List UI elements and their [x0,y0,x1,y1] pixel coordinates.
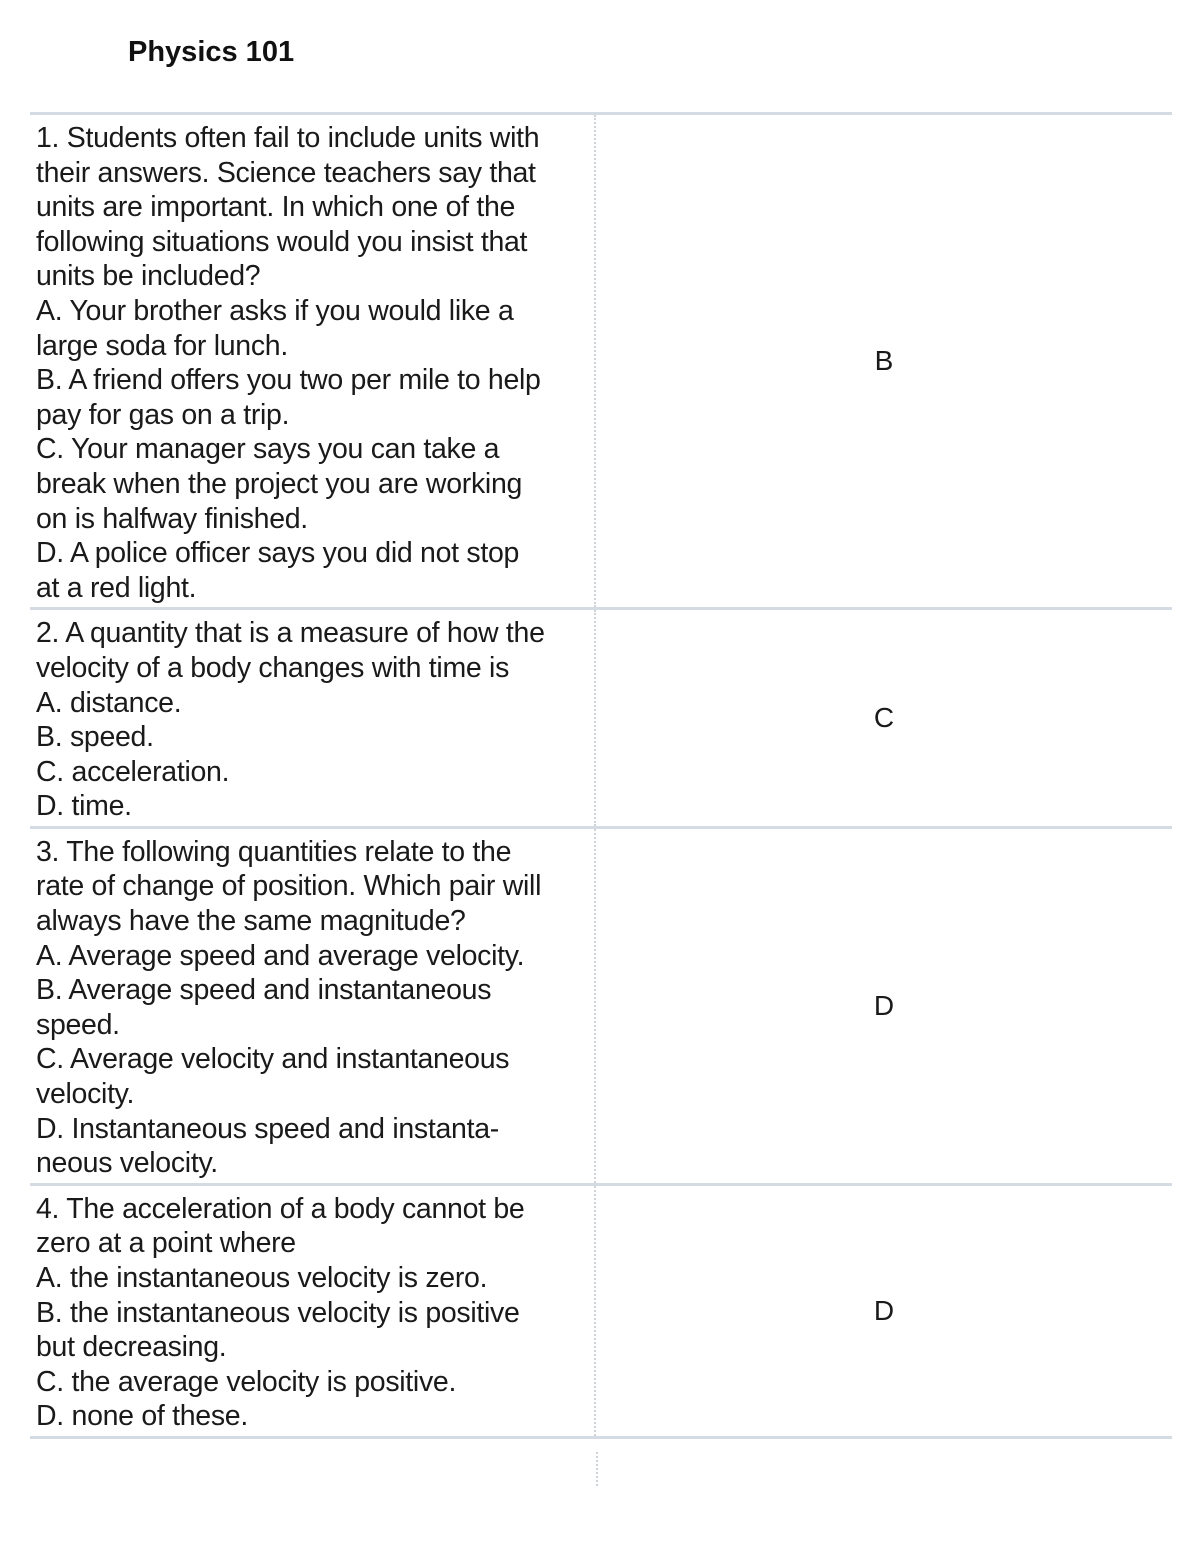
question-row-3 [30,826,1172,1183]
option-line: A. distance. [36,686,182,719]
answer-cell-4 [596,1186,1172,1436]
option-line: C. Average velocity and instantaneous [36,1043,510,1076]
option-line: D. time. [36,790,132,823]
page-title: Physics 101 [128,36,295,68]
question-line: zero at a point where [36,1227,296,1260]
option-line: C. Your manager says you can take a [36,433,500,466]
option-line: pay for gas on a trip. [36,398,290,431]
question-line: rate of change of position. Which pair will [36,870,542,903]
option-line: A. the instantaneous velocity is zero. [36,1262,488,1294]
option-line: C. acceleration. [36,755,230,788]
question-line: always have the same magnitude? [36,905,466,938]
option-line: D. Instantaneous speed and instanta- [36,1112,499,1145]
question-line: 2. A quantity that is a measure of how the [36,617,545,650]
answer-cell-3 [596,829,1172,1183]
question-line: units are important. In which one of the [36,191,516,224]
option-line: neous velocity. [36,1147,218,1180]
question-text-3 [30,829,596,1183]
option-line: large soda for lunch. [36,329,288,362]
question-line: 4. The acceleration of a body cannot be [36,1192,525,1225]
option-line: at a red light. [36,571,197,604]
question-text-1 [30,115,596,607]
question-line: 3. The following quantities relate to the [36,835,512,868]
answer-text: D [873,989,895,1021]
question-line: velocity of a body changes with time is [36,651,510,684]
question-line: their answers. Science teachers say that [36,156,536,189]
option-line: B. the instantaneous velocity is positive [36,1296,520,1329]
option-line: D. A police officer says you did not stop [36,537,520,570]
option-line: C. the average velocity is positive. [36,1365,457,1398]
question-line: 1. Students often fail to include units with [36,122,540,154]
question-row-2 [30,607,1172,826]
option-line: B. Average speed and instantaneous [36,974,492,1007]
answer-text: B [874,345,894,377]
option-line: but decreasing. [36,1331,227,1364]
question-line: following situations would you insist that [36,225,528,258]
option-line: speed. [36,1008,120,1041]
option-line: velocity. [36,1078,135,1111]
column-divider [596,1452,598,1486]
option-line: B. speed. [36,721,154,754]
option-line: break when the project you are working [36,467,523,500]
answer-text: C [873,702,895,734]
option-line: D. none of these. [36,1400,248,1433]
answer-cell-2 [596,610,1172,826]
option-line: A. Your brother asks if you would like a [36,294,514,327]
option-line: A. Average speed and average velocity. [36,939,525,972]
option-line: B. A friend offers you two per mile to help [36,364,541,397]
question-row-1 [30,112,1172,607]
quiz-table [30,112,1172,1439]
answer-cell-1 [596,115,1172,607]
question-row-4 [30,1183,1172,1439]
question-text-2 [30,610,596,826]
question-line: units be included? [36,260,261,293]
question-text-4 [30,1186,596,1436]
answer-text: D [873,1294,895,1326]
option-line: on is halfway finished. [36,502,308,535]
